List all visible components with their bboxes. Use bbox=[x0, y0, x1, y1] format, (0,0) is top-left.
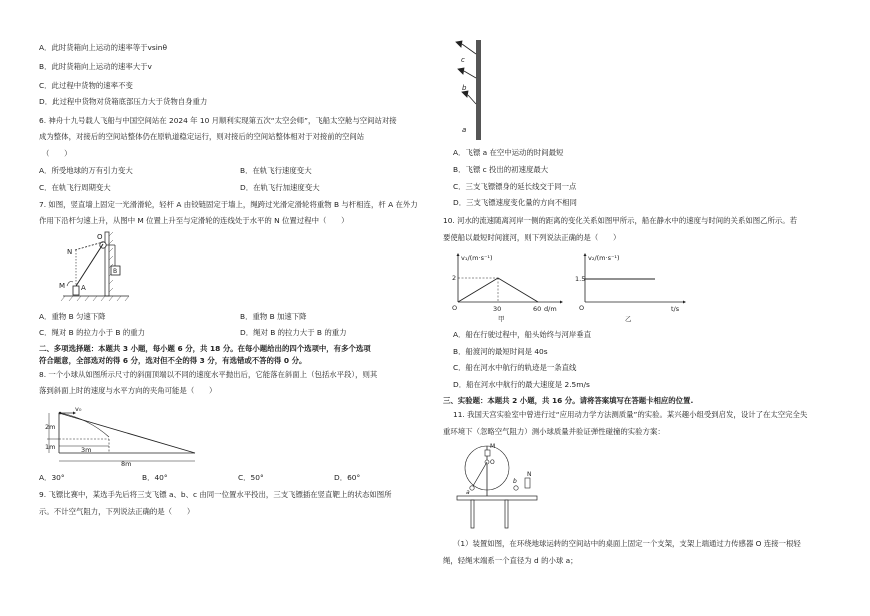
q10-yi-xlabel: t/s bbox=[671, 305, 680, 313]
q10-graph-jia bbox=[448, 250, 568, 322]
q8-option-b: B．40° bbox=[142, 473, 168, 482]
q9-option-b: B．飞镖 c 投出的初速度最大 bbox=[453, 165, 549, 174]
q10-yi-origin: O bbox=[579, 304, 585, 312]
q7-option-d: D．绳对 B 的拉力大于 B 的重力 bbox=[240, 328, 347, 337]
q10-jia-caption: 甲 bbox=[498, 315, 505, 323]
q7-stem-line2: 作用下沿杆匀速上升，从图中 M 位置上升至与定滑轮的连线处于水平的 N 位置过程中（ ） bbox=[39, 216, 349, 225]
q6-option-d: D．在轨飞行加速度变大 bbox=[240, 183, 320, 192]
q7-stem-line1: 7. 如图，竖直墙上固定一光滑滑轮，轻杆 A 由铰链固定于墙上，绳跨过光滑定滑轮将重物 B 与杆相连，杆 A 在外力 bbox=[39, 200, 418, 209]
q10-jia-xlabel: d/m bbox=[544, 305, 557, 313]
q10-yi-caption: 乙 bbox=[625, 315, 632, 323]
q6-stem-line2: 成为整体，对接后的空间站整体仍在原轨道稳定运行，则对接后的空间站整体相对于对接前的空间站 bbox=[39, 132, 365, 141]
q11-fig-label-o: O bbox=[490, 459, 495, 466]
q8-stem-line2: 落到斜面上时的速度与水平方向的夹角可能是（ ） bbox=[39, 386, 217, 395]
q8-option-a: A．30° bbox=[39, 473, 65, 482]
q11-part1-line1: （1）装置如图，在环绕地球运转的空间站中的桌面上固定一个支架，支架上端通过力传感器 O 连接一根轻 bbox=[453, 539, 801, 548]
q10-option-b: B．船渡河的最短时间是 40s bbox=[453, 347, 548, 356]
q10-graph-yi bbox=[575, 250, 695, 322]
q10-jia-tick-60: 60 bbox=[533, 305, 542, 313]
q5-option-a: A．此时货箱向上运动的速率等于vsinθ bbox=[39, 43, 168, 52]
section2-heading-line2: 符合题意，全部选对的得 6 分，选对但不全的得 3 分，有选错或不答的得 0 分。 bbox=[39, 356, 307, 365]
q10-jia-tick-30: 30 bbox=[493, 305, 502, 313]
q6-option-c: C．在轨飞行周期变大 bbox=[39, 183, 111, 192]
q8-fig-label-3m: 3m bbox=[81, 446, 92, 454]
q7-fig-label-a: A bbox=[81, 284, 86, 292]
q11-stem-line2: 重环境下（忽略空气阻力）测小球质量并验证弹性碰撞的实验方案： bbox=[443, 427, 665, 436]
q10-option-d: D．船在河水中航行的最大速度是 2.5m/s bbox=[453, 380, 590, 389]
q8-option-c: C．50° bbox=[238, 473, 264, 482]
q11-fig-label-a: a bbox=[466, 489, 470, 496]
q8-option-d: D．60° bbox=[334, 473, 361, 482]
q11-apparatus-figure bbox=[455, 442, 545, 530]
q10-yi-ylabel: v₂/(m·s⁻¹) bbox=[588, 254, 620, 262]
q5-option-c: C．此过程中货物的速率不变 bbox=[39, 81, 133, 90]
q11-fig-label-n: N bbox=[527, 471, 532, 478]
q11-fig-label-b: b bbox=[513, 478, 517, 485]
q9-option-c: C．三支飞镖镖身的延长线交于同一点 bbox=[453, 182, 577, 191]
q8-stem-line1: 8. 一个小球从如图所示尺寸的斜面顶端以不同的速度水平抛出后，它能落在斜面上（包括水平段），则其 bbox=[39, 370, 378, 379]
q8-fig-label-8m: 8m bbox=[121, 460, 132, 468]
q10-yi-tick-y: 1.5 bbox=[575, 275, 586, 283]
q9-option-d: D．三支飞镖速度变化量的方向不相同 bbox=[453, 198, 577, 207]
q7-option-a: A．重物 B 匀速下降 bbox=[39, 312, 106, 321]
q11-stem-line1: 11. 我国天宫实验室中曾进行过“应用动力学方法测质量”的实验。某兴趣小组受到启发，设计了在太空完全失 bbox=[453, 410, 808, 419]
q7-fig-label-o: O bbox=[97, 233, 103, 241]
section3-heading: 三、实验题：本题共 2 小题，共 16 分。请将答案填写在答题卡相应的位置. bbox=[443, 396, 694, 405]
q7-option-c: C．绳对 B 的拉力小于 B 的重力 bbox=[39, 328, 145, 337]
q11-part1-line2: 绳，轻绳末端系一个直径为 d 的小球 a； bbox=[443, 556, 578, 565]
q7-fig-label-b: B bbox=[113, 268, 118, 275]
q10-option-c: C．船在河水中航行的轨迹是一条直线 bbox=[453, 363, 577, 372]
q11-fig-label-m: M bbox=[490, 443, 496, 450]
q10-stem-line1: 10. 河水的流速随离河岸一侧的距离的变化关系如图甲所示，船在静水中的速度与时间的关系如图乙所示。若 bbox=[443, 216, 798, 225]
q5-option-d: D．此过程中货物对货箱底部压力大于货物自身重力 bbox=[39, 97, 208, 106]
q10-option-a: A．船在行驶过程中，船头始终与河岸垂直 bbox=[453, 330, 592, 339]
q7-fig-label-m: M bbox=[59, 282, 66, 290]
q9-fig-label-a: a bbox=[462, 126, 467, 134]
q10-stem-line2: 要使船以最短时间渡河，则下列说法正确的是（ ） bbox=[443, 233, 621, 242]
q10-jia-tick-y: 2 bbox=[452, 274, 457, 282]
q7-option-b: B．重物 B 加速下降 bbox=[240, 312, 307, 321]
q6-answer-blank: （ ） bbox=[42, 149, 72, 158]
section2-heading-line1: 二、多项选择题：本题共 3 小题，每小题 6 分，共 18 分。在每小题给出的四个选项中，有多个选项 bbox=[39, 344, 371, 353]
q10-jia-origin: O bbox=[452, 304, 458, 312]
q8-fig-label-1m: 1m bbox=[45, 443, 56, 451]
q8-fig-label-2m: 2m bbox=[45, 423, 56, 431]
q9-stem-line2: 示。不计空气阻力，下列说法正确的是（ ） bbox=[39, 507, 195, 516]
q9-fig-label-b: b bbox=[462, 84, 467, 92]
q9-dart-figure bbox=[448, 40, 488, 140]
q9-fig-label-c: c bbox=[461, 56, 465, 64]
q6-option-a: A．所受地球的万有引力变大 bbox=[39, 166, 133, 175]
q8-fig-label-v0: v₀ bbox=[75, 405, 82, 413]
q7-figure bbox=[45, 228, 135, 304]
q6-stem-line1: 6. 神舟十九号载人飞船与中国空间站在 2024 年 10 月顺利实现第五次“太空会师”，飞船太空舱与空间站对接 bbox=[39, 116, 397, 125]
q9-option-a: A．飞镖 a 在空中运动的时间最短 bbox=[453, 148, 564, 157]
q10-jia-ylabel: v₁/(m·s⁻¹) bbox=[461, 254, 493, 262]
q6-option-b: B．在轨飞行速度变大 bbox=[240, 166, 312, 175]
q8-figure bbox=[45, 405, 205, 467]
q5-option-b: B．此时货箱向上运动的速率大于v bbox=[39, 62, 152, 71]
q7-fig-label-n: N bbox=[67, 248, 73, 256]
q9-stem-line1: 9. 飞镖比赛中，某选手先后将三支飞镖 a、b、c 由同一位置水平投出，三支飞镖插在竖直靶上的状态如图所 bbox=[39, 490, 392, 499]
